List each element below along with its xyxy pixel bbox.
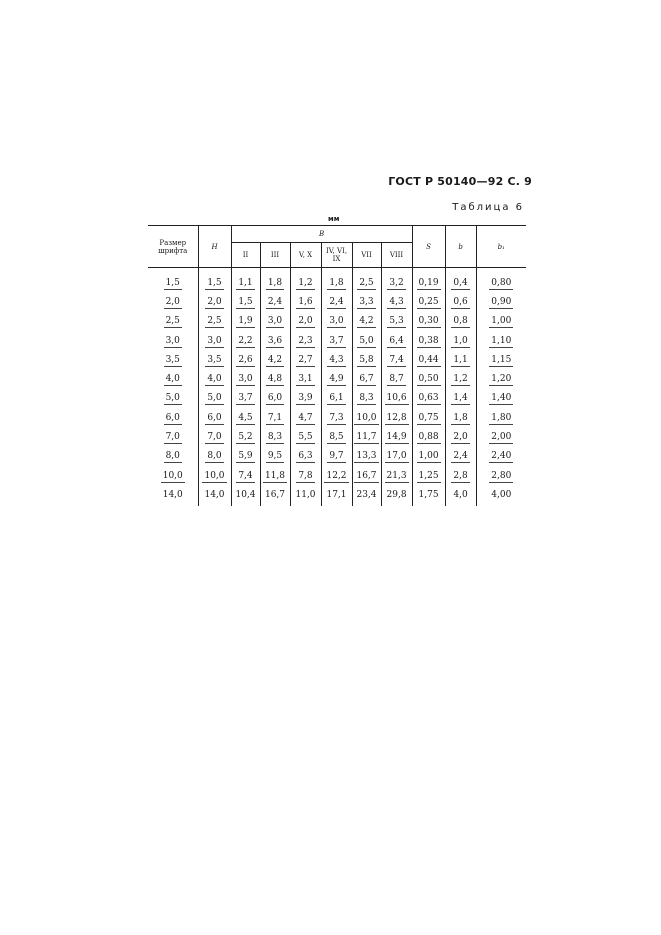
- cell-b: [445, 293, 476, 312]
- cell-value: 21,3: [386, 470, 407, 481]
- cell-value: 17,0: [386, 451, 407, 462]
- cell-value: 6,1: [329, 393, 344, 404]
- cell-value: 5,8: [359, 354, 374, 365]
- cell-H: [198, 332, 231, 351]
- cell-B-VIII: [381, 390, 412, 409]
- cell-B-II: [231, 313, 260, 332]
- cell-b1: [476, 370, 526, 389]
- cell-H: [198, 448, 231, 467]
- cell-B-VII: [352, 268, 381, 294]
- cell-value: 9,7: [329, 451, 344, 462]
- cell-value: 4,3: [389, 296, 404, 307]
- cell-value: 1,4: [453, 393, 468, 404]
- cell-B-IV-VI-IX: [321, 293, 352, 312]
- cell-H: [198, 268, 231, 294]
- cell-S: [412, 409, 445, 428]
- cell-value: 10,0: [162, 470, 183, 481]
- cell-value: 6,4: [389, 335, 404, 346]
- cell-S: [412, 351, 445, 370]
- cell-B-VII: [352, 332, 381, 351]
- cell-value: 2,8: [453, 470, 468, 481]
- cell-b1: [476, 293, 526, 312]
- cell-value: 3,0: [165, 335, 180, 346]
- cell-value: 1,1: [453, 354, 468, 365]
- cell-b1: [476, 332, 526, 351]
- cell-B-VIII: [381, 409, 412, 428]
- cell-value: 5,3: [389, 316, 404, 327]
- cell-value: 4,0: [165, 374, 180, 385]
- cell-value: 7,1: [267, 412, 283, 423]
- cell-size: [148, 409, 198, 428]
- cell-value: 0,8: [453, 316, 468, 327]
- cell-value: 1,25: [418, 470, 439, 481]
- cell-value: 2,0: [298, 316, 313, 327]
- cell-value: 0,6: [453, 296, 468, 307]
- cell-b: [445, 448, 476, 467]
- cell-B-VIII: [381, 486, 412, 505]
- cell-value: 4,2: [267, 354, 283, 365]
- table-body: [148, 268, 526, 506]
- cell-B-IV-VI-IX: [321, 370, 352, 389]
- cell-B-III: [260, 428, 290, 447]
- header-B-group: B: [231, 226, 412, 243]
- cell-B-VIII: [381, 351, 412, 370]
- cell-b1: [476, 390, 526, 409]
- cell-B-III: [260, 268, 290, 294]
- cell-value: 16,7: [264, 490, 286, 501]
- cell-B-VII: [352, 409, 381, 428]
- cell-value: 8,7: [389, 374, 404, 385]
- cell-value: 4,2: [359, 316, 374, 327]
- cell-value: 1,0: [453, 335, 468, 346]
- cell-H: [198, 351, 231, 370]
- cell-value: 1,75: [418, 490, 439, 501]
- cell-size: [148, 351, 198, 370]
- cell-value: 5,2: [238, 432, 253, 443]
- cell-value: 1,6: [298, 296, 313, 307]
- cell-value: 0,88: [418, 432, 439, 443]
- cell-value: 1,2: [453, 374, 468, 385]
- cell-b: [445, 370, 476, 389]
- cell-value: 23,4: [356, 490, 377, 501]
- cell-value: 6,0: [267, 393, 283, 404]
- cell-size: [148, 428, 198, 447]
- cell-value: 0,25: [418, 296, 439, 307]
- cell-value: 11,8: [264, 470, 286, 481]
- cell-B-III: [260, 293, 290, 312]
- cell-value: 2,6: [238, 354, 253, 365]
- cell-B-VIII: [381, 313, 412, 332]
- cell-H: [198, 467, 231, 486]
- header-B-V-X: V, X: [290, 243, 321, 268]
- cell-b: [445, 351, 476, 370]
- cell-value: 3,5: [165, 354, 180, 365]
- cell-b: [445, 268, 476, 294]
- cell-value: 8,3: [359, 393, 374, 404]
- cell-value: 3,2: [389, 277, 404, 288]
- table-row: [148, 409, 526, 428]
- cell-b1: [476, 448, 526, 467]
- cell-value: 2,5: [207, 316, 222, 327]
- cell-value: 2,2: [238, 335, 253, 346]
- cell-B-V-X: [290, 313, 321, 332]
- cell-H: [198, 370, 231, 389]
- cell-H: [198, 390, 231, 409]
- cell-b: [445, 332, 476, 351]
- cell-value: 0,38: [418, 335, 439, 346]
- cell-b: [445, 428, 476, 447]
- cell-value: 7,0: [207, 432, 222, 443]
- table-row: [148, 313, 526, 332]
- cell-S: [412, 467, 445, 486]
- cell-value: 3,9: [298, 393, 313, 404]
- cell-B-IV-VI-IX: [321, 428, 352, 447]
- cell-H: [198, 293, 231, 312]
- cell-value: 29,8: [386, 490, 407, 501]
- cell-B-VIII: [381, 448, 412, 467]
- cell-value: 0,90: [491, 296, 512, 307]
- cell-b1: [476, 313, 526, 332]
- cell-value: 8,0: [165, 451, 180, 462]
- cell-value: 2,00: [491, 432, 512, 443]
- cell-B-V-X: [290, 293, 321, 312]
- cell-value: 2,4: [267, 296, 283, 307]
- cell-value: 0,80: [491, 277, 512, 288]
- cell-B-VII: [352, 370, 381, 389]
- cell-B-III: [260, 390, 290, 409]
- cell-B-VII: [352, 313, 381, 332]
- cell-value: 5,9: [238, 451, 253, 462]
- cell-value: 6,7: [359, 374, 374, 385]
- cell-value: 6,3: [298, 451, 313, 462]
- cell-value: 7,0: [165, 432, 180, 443]
- cell-value: 3,6: [267, 335, 283, 346]
- cell-B-VII: [352, 448, 381, 467]
- cell-value: 1,10: [491, 335, 512, 346]
- cell-value: 13,3: [356, 451, 377, 462]
- cell-value: 1,15: [491, 354, 512, 365]
- cell-B-III: [260, 486, 290, 505]
- cell-B-VII: [352, 467, 381, 486]
- cell-B-V-X: [290, 467, 321, 486]
- cell-value: 3,0: [207, 335, 222, 346]
- cell-H: [198, 313, 231, 332]
- cell-value: 3,0: [267, 316, 283, 327]
- cell-S: [412, 293, 445, 312]
- cell-value: 2,4: [453, 451, 468, 462]
- cell-H: [198, 428, 231, 447]
- cell-B-VII: [352, 428, 381, 447]
- cell-value: 0,30: [418, 316, 439, 327]
- cell-value: 5,0: [207, 393, 222, 404]
- cell-value: 0,75: [418, 412, 439, 423]
- cell-B-V-X: [290, 448, 321, 467]
- cell-value: 4,0: [207, 374, 222, 385]
- cell-value: 10,0: [356, 412, 377, 423]
- cell-value: 1,9: [238, 316, 253, 327]
- header-size: Размер шрифта: [148, 226, 198, 268]
- cell-b: [445, 467, 476, 486]
- cell-S: [412, 390, 445, 409]
- cell-value: 12,8: [386, 412, 407, 423]
- cell-b1: [476, 467, 526, 486]
- cell-b1: [476, 409, 526, 428]
- cell-value: 3,0: [238, 374, 253, 385]
- cell-value: 5,0: [359, 335, 374, 346]
- cell-value: 2,0: [453, 432, 468, 443]
- cell-b1: [476, 486, 526, 505]
- cell-S: [412, 448, 445, 467]
- cell-B-V-X: [290, 351, 321, 370]
- cell-B-II: [231, 332, 260, 351]
- cell-b: [445, 313, 476, 332]
- document-reference: ГОСТ Р 50140—92 С. 9: [388, 175, 532, 188]
- font-size-table: [148, 225, 526, 506]
- cell-B-VIII: [381, 332, 412, 351]
- cell-B-III: [260, 448, 290, 467]
- cell-B-III: [260, 351, 290, 370]
- cell-B-V-X: [290, 332, 321, 351]
- table-row: [148, 486, 526, 505]
- cell-B-VIII: [381, 467, 412, 486]
- cell-value: 7,4: [389, 354, 404, 365]
- cell-B-VII: [352, 351, 381, 370]
- cell-size: [148, 268, 198, 294]
- cell-value: 2,7: [298, 354, 313, 365]
- cell-b: [445, 409, 476, 428]
- cell-S: [412, 268, 445, 294]
- cell-value: 4,7: [298, 412, 313, 423]
- cell-size: [148, 332, 198, 351]
- cell-value: 2,0: [207, 296, 222, 307]
- header-B-VII: VII: [352, 243, 381, 268]
- cell-b1: [476, 351, 526, 370]
- table-row: [148, 351, 526, 370]
- table-row: [148, 370, 526, 389]
- cell-S: [412, 313, 445, 332]
- cell-value: 1,8: [267, 277, 283, 288]
- table-row: [148, 428, 526, 447]
- cell-B-III: [260, 313, 290, 332]
- cell-value: 8,5: [329, 432, 344, 443]
- cell-value: 8,0: [207, 451, 222, 462]
- cell-value: 11,0: [295, 490, 316, 501]
- cell-value: 1,20: [491, 374, 512, 385]
- cell-value: 8,3: [267, 432, 283, 443]
- cell-size: [148, 313, 198, 332]
- cell-value: 1,5: [238, 296, 253, 307]
- table-label: Таблица 6: [452, 202, 524, 213]
- header-b1: b₁: [476, 226, 526, 268]
- cell-value: 7,3: [329, 412, 344, 423]
- cell-b: [445, 390, 476, 409]
- cell-size: [148, 390, 198, 409]
- cell-B-VIII: [381, 370, 412, 389]
- cell-size: [148, 370, 198, 389]
- cell-B-II: [231, 351, 260, 370]
- table-row: [148, 390, 526, 409]
- cell-B-II: [231, 370, 260, 389]
- cell-value: 17,1: [326, 490, 347, 501]
- cell-value: 2,3: [298, 335, 313, 346]
- cell-H: [198, 409, 231, 428]
- cell-value: 11,7: [356, 432, 377, 443]
- cell-size: [148, 486, 198, 505]
- cell-B-II: [231, 268, 260, 294]
- cell-B-IV-VI-IX: [321, 467, 352, 486]
- cell-B-III: [260, 409, 290, 428]
- cell-size: [148, 293, 198, 312]
- cell-B-V-X: [290, 409, 321, 428]
- cell-S: [412, 332, 445, 351]
- cell-value: 5,5: [298, 432, 313, 443]
- table-row: [148, 467, 526, 486]
- cell-B-II: [231, 390, 260, 409]
- cell-H: [198, 486, 231, 505]
- cell-value: 0,63: [418, 393, 439, 404]
- cell-value: 0,50: [418, 374, 439, 385]
- table-row: [148, 448, 526, 467]
- cell-value: 2,0: [165, 296, 180, 307]
- cell-value: 7,8: [298, 470, 313, 481]
- cell-value: 1,00: [491, 316, 512, 327]
- cell-B-V-X: [290, 428, 321, 447]
- cell-B-IV-VI-IX: [321, 332, 352, 351]
- unit-label: мм: [328, 215, 340, 223]
- cell-value: 10,4: [235, 490, 256, 501]
- cell-value: 1,8: [453, 412, 468, 423]
- cell-B-III: [260, 370, 290, 389]
- cell-value: 1,5: [207, 277, 222, 288]
- cell-B-IV-VI-IX: [321, 351, 352, 370]
- cell-B-II: [231, 448, 260, 467]
- cell-B-IV-VI-IX: [321, 268, 352, 294]
- cell-value: 3,7: [329, 335, 344, 346]
- cell-B-V-X: [290, 390, 321, 409]
- cell-value: 2,80: [491, 470, 512, 481]
- cell-B-IV-VI-IX: [321, 409, 352, 428]
- cell-B-II: [231, 467, 260, 486]
- cell-B-IV-VI-IX: [321, 486, 352, 505]
- cell-B-II: [231, 428, 260, 447]
- cell-value: 3,5: [207, 354, 222, 365]
- cell-B-VII: [352, 293, 381, 312]
- cell-B-III: [260, 467, 290, 486]
- header-H: H: [198, 226, 231, 268]
- cell-B-VIII: [381, 428, 412, 447]
- cell-value: 2,4: [329, 296, 344, 307]
- cell-value: 10,0: [204, 470, 225, 481]
- cell-value: 0,4: [453, 277, 468, 288]
- cell-value: 0,19: [418, 277, 439, 288]
- header-B-II: II: [231, 243, 260, 268]
- cell-value: 12,2: [326, 470, 347, 481]
- cell-S: [412, 370, 445, 389]
- cell-value: 9,5: [267, 451, 283, 462]
- cell-value: 4,3: [329, 354, 344, 365]
- cell-value: 2,5: [165, 316, 180, 327]
- cell-value: 0,44: [418, 354, 439, 365]
- cell-value: 14,0: [162, 490, 183, 501]
- cell-B-IV-VI-IX: [321, 313, 352, 332]
- header-B-VIII: VIII: [381, 243, 412, 268]
- cell-value: 4,0: [453, 490, 468, 501]
- table-row: [148, 332, 526, 351]
- cell-B-II: [231, 409, 260, 428]
- cell-value: 1,5: [165, 277, 180, 288]
- cell-B-II: [231, 293, 260, 312]
- cell-value: 10,6: [386, 393, 407, 404]
- cell-value: 5,0: [165, 393, 180, 404]
- cell-B-II: [231, 486, 260, 505]
- cell-b1: [476, 268, 526, 294]
- cell-B-VII: [352, 390, 381, 409]
- cell-value: 3,7: [238, 393, 253, 404]
- cell-value: 14,0: [204, 490, 225, 501]
- cell-value: 4,00: [491, 490, 512, 501]
- table-row: [148, 268, 526, 294]
- cell-b: [445, 486, 476, 505]
- cell-B-III: [260, 332, 290, 351]
- header-B-III: III: [260, 243, 290, 268]
- header-b: b: [445, 226, 476, 268]
- cell-value: 4,5: [238, 412, 253, 423]
- cell-B-VII: [352, 486, 381, 505]
- cell-size: [148, 448, 198, 467]
- cell-S: [412, 486, 445, 505]
- cell-value: 14,9: [386, 432, 407, 443]
- cell-value: 2,40: [491, 451, 512, 462]
- cell-value: 1,1: [238, 277, 253, 288]
- header-B-IV-VI-IX: IV, VI, IX: [321, 243, 352, 268]
- cell-S: [412, 428, 445, 447]
- cell-value: 1,40: [491, 393, 512, 404]
- cell-B-VIII: [381, 268, 412, 294]
- cell-B-V-X: [290, 370, 321, 389]
- cell-value: 7,4: [238, 470, 253, 481]
- cell-value: 3,0: [329, 316, 344, 327]
- cell-b1: [476, 428, 526, 447]
- header-S: S: [412, 226, 445, 268]
- cell-value: 4,9: [329, 374, 344, 385]
- cell-B-IV-VI-IX: [321, 390, 352, 409]
- cell-B-VIII: [381, 293, 412, 312]
- cell-B-V-X: [290, 486, 321, 505]
- cell-value: 3,3: [359, 296, 374, 307]
- cell-size: [148, 467, 198, 486]
- table-row: [148, 293, 526, 312]
- cell-B-IV-VI-IX: [321, 448, 352, 467]
- cell-value: 1,00: [418, 451, 439, 462]
- cell-value: 16,7: [356, 470, 377, 481]
- cell-value: 1,80: [491, 412, 512, 423]
- cell-value: 6,0: [165, 412, 180, 423]
- cell-value: 4,8: [267, 374, 283, 385]
- cell-value: 1,8: [329, 277, 344, 288]
- cell-B-V-X: [290, 268, 321, 294]
- cell-value: 6,0: [207, 412, 222, 423]
- cell-value: 2,5: [359, 277, 374, 288]
- cell-value: 1,2: [298, 277, 313, 288]
- cell-value: 3,1: [298, 374, 313, 385]
